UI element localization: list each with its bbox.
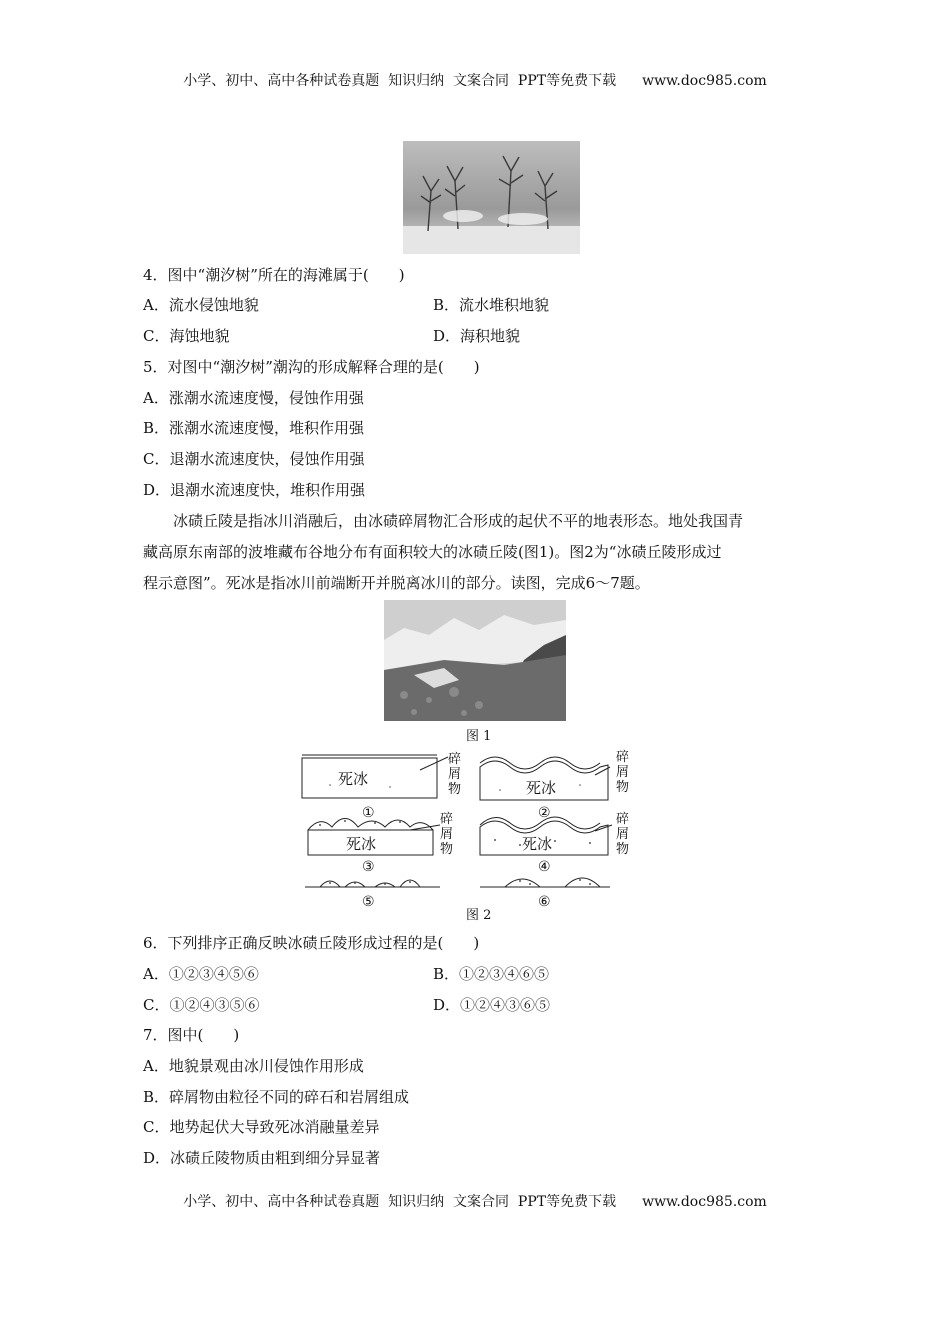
panel-1-ice-block: [302, 758, 437, 798]
q7-option-b: B．碎屑物由粒径不同的碎石和岩屑组成: [143, 1088, 410, 1106]
q6-option-d: D．①②④③⑥⑤: [433, 996, 551, 1014]
moraine-photo: [384, 600, 566, 721]
panel-1-ice-label: 死冰: [338, 770, 369, 788]
q4-option-a: A．流水侵蚀地貌: [143, 296, 259, 314]
q6-option-c: C．①②④③⑤⑥: [143, 996, 260, 1014]
q5-option-c: C．退潮水流速度快，侵蚀作用强: [143, 450, 365, 468]
page-header: [0, 70, 950, 90]
footer-text: 小学、初中、高中各种试卷真题 知识归纳 文案合同 PPT等免费下载: [183, 1194, 617, 1210]
q5-option-a: A．涨潮水流速度慢，侵蚀作用强: [143, 389, 364, 407]
panel-5-hills: [320, 880, 420, 887]
passage-line-1: 冰碛丘陵是指冰川消融后，由冰碛碎屑物汇合形成的起伏不平的地表形态。地处我国青: [173, 512, 744, 530]
panel-3-debris-label-1: 碎: [440, 812, 454, 827]
question-5-stem: 5．对图中“潮汐树”潮沟的形成解释合理的是( ): [143, 358, 480, 376]
panel-1-leader: [420, 757, 448, 770]
panel-2-debris-label-2: 屑: [616, 765, 630, 780]
moraine-formation-diagram: [290, 745, 650, 910]
panel-2-ice-label: 死冰: [526, 779, 557, 797]
passage-line-3: 程示意图”。死冰是指冰川前端断开并脱离冰川的部分。读图，完成6～7题。: [143, 574, 650, 592]
q7-option-d: D．冰碛丘陵物质由粗到细分异显著: [143, 1149, 381, 1167]
panel-1-debris-label-2: 屑: [448, 767, 462, 782]
question-7-stem: 7．图中( ): [143, 1026, 240, 1044]
panel-3-debris-label-3: 物: [440, 842, 454, 857]
reading-passage: [143, 506, 813, 599]
page-footer: [0, 1191, 950, 1211]
figure-2-caption: 图 2: [466, 908, 492, 923]
panel-4-debris-label-3: 物: [616, 842, 630, 857]
panel-4-debris-label-2: 屑: [616, 827, 630, 842]
q5-option-b: B．涨潮水流速度慢，堆积作用强: [143, 419, 365, 437]
figure-1-caption: 图 1: [466, 729, 492, 744]
footer-url: www.doc985.com: [642, 1194, 767, 1210]
header-text: 小学、初中、高中各种试卷真题 知识归纳 文案合同 PPT等免费下载: [183, 73, 617, 89]
q5-option-d: D．退潮水流速度快，堆积作用强: [143, 481, 366, 499]
panel-4-number: ④: [538, 859, 551, 875]
panel-4-debris-label-1: 碎: [616, 812, 630, 827]
panel-1-debris-label-3: 物: [448, 782, 462, 797]
q7-option-a: A．地貌景观由冰川侵蚀作用形成: [143, 1057, 364, 1075]
panel-2-number: ②: [538, 805, 551, 821]
header-url: www.doc985.com: [642, 73, 767, 89]
q7-option-c: C．地势起伏大导致死冰消融量差异: [143, 1118, 380, 1136]
tidal-tree-photo: [403, 141, 580, 254]
panel-4-ice-label: 死冰: [522, 835, 553, 853]
panel-2-debris-label-1: 碎: [616, 750, 630, 765]
q4-option-d: D．海积地貌: [433, 327, 521, 345]
q4-option-b: B．流水堆积地貌: [433, 296, 550, 314]
panel-6-hills: [505, 878, 600, 887]
q6-option-a: A．①②③④⑤⑥: [143, 965, 259, 983]
q6-option-b: B．①②③④⑥⑤: [433, 965, 550, 983]
panel-2-debris-label-3: 物: [616, 780, 630, 795]
panel-5-number: ⑤: [362, 894, 375, 910]
panel-1-debris-label-1: 碎: [448, 752, 462, 767]
panel-6-number: ⑥: [538, 894, 551, 910]
question-4-stem: 4．图中“潮汐树”所在的海滩属于( ): [143, 266, 405, 284]
panel-3-ice-label: 死冰: [346, 835, 377, 853]
q4-option-c: C．海蚀地貌: [143, 327, 230, 345]
panel-1-number: ①: [362, 805, 375, 821]
panel-3-debris-label-2: 屑: [440, 827, 454, 842]
question-6-stem: 6．下列排序正确反映冰碛丘陵形成过程的是( ): [143, 934, 480, 952]
passage-line-2: 藏高原东南部的波堆藏布谷地分布有面积较大的冰碛丘陵(图1)。图2为“冰碛丘陵形成过: [143, 543, 722, 561]
panel-3-number: ③: [362, 859, 375, 875]
panel-3-leader: [410, 825, 440, 830]
